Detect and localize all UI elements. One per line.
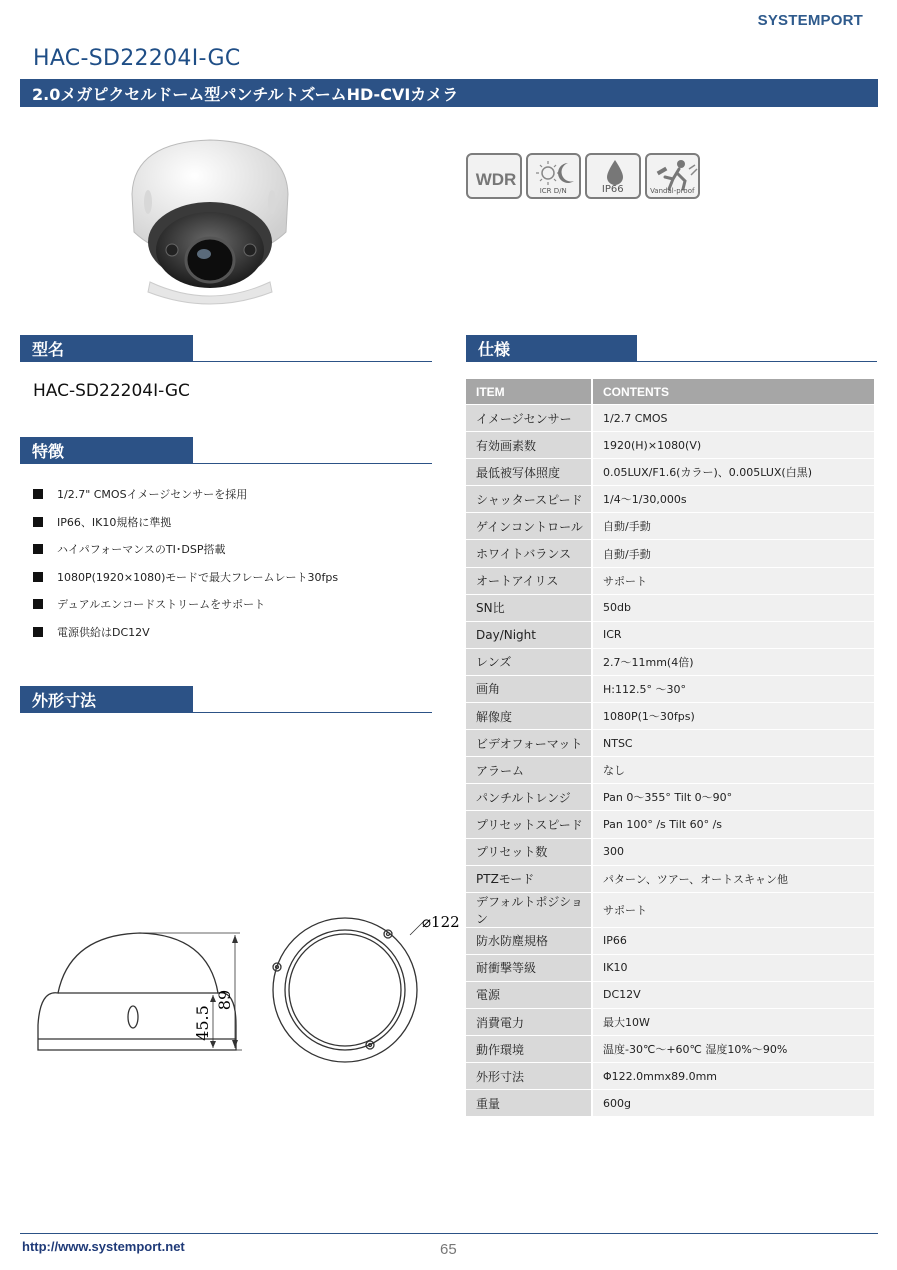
table-header-row (466, 379, 876, 405)
table-row (466, 486, 876, 513)
spec-item-value: IP66 (593, 928, 876, 955)
spec-item-value: DC12V (593, 982, 876, 1009)
spec-item-value: 0.05LUX/F1.6(カラー)、0.005LUX(白黒) (593, 459, 876, 486)
feature-list (33, 486, 443, 651)
table-row (466, 703, 876, 730)
spec-item-label: ビデオフォーマット (466, 730, 593, 757)
column-header-contents: CONTENTS (593, 379, 876, 405)
spec-item-value: 1/2.7 CMOS (593, 405, 876, 432)
spec-item-value: サポート (593, 568, 876, 595)
feature-icons-row (466, 153, 700, 201)
list-item: デュアルエンコードストリームをサポート (33, 596, 443, 624)
list-item: ハイパフォーマンスのTI･DSP搭載 (33, 541, 443, 569)
bullet-icon (33, 489, 43, 499)
section-divider (466, 361, 877, 362)
spec-item-value: 自動/手動 (593, 540, 876, 567)
spec-item-label: レンズ (466, 649, 593, 676)
vandal-proof-icon: Vandal-proof (645, 153, 701, 199)
svg-text:WDR: WDR (475, 170, 517, 189)
camera-product-image (110, 132, 310, 312)
bullet-icon (33, 517, 43, 527)
table-row (466, 1090, 876, 1117)
list-item: 電源供給はDC12V (33, 624, 443, 652)
spec-item-label: 重量 (466, 1090, 593, 1117)
spec-table (466, 379, 876, 1117)
table-row (466, 866, 876, 893)
spec-item-value: 300 (593, 839, 876, 866)
wdr-icon (466, 153, 522, 199)
spec-item-label: 有効画素数 (466, 432, 593, 459)
footer-divider (20, 1233, 878, 1234)
section-features-title: 特徴 (20, 437, 193, 464)
section-spec-title: 仕様 (466, 335, 637, 362)
spec-item-label: 画角 (466, 676, 593, 703)
spec-item-value: Pan 100° /s Tilt 60° /s (593, 811, 876, 838)
bullet-icon (33, 572, 43, 582)
list-item: 1/2.7" CMOSイメージセンサーを採用 (33, 486, 443, 514)
spec-item-value: IK10 (593, 955, 876, 982)
table-row (466, 513, 876, 540)
table-row (466, 893, 876, 928)
table-row (466, 622, 876, 649)
table-row (466, 757, 876, 784)
section-model-header (20, 335, 432, 362)
section-features-header (20, 437, 432, 464)
spec-item-value: サポート (593, 893, 876, 928)
spec-item-label: 最低被写体照度 (466, 459, 593, 486)
spec-item-label: 消費電力 (466, 1009, 593, 1036)
column-header-item: ITEM (466, 379, 593, 405)
spec-item-label: デフォルトポジション (466, 893, 593, 928)
dimension-label-base-height: 45.5 (193, 1005, 212, 1041)
spec-item-label: 動作環境 (466, 1036, 593, 1063)
bullet-icon (33, 627, 43, 637)
table-row (466, 982, 876, 1009)
list-item: 1080P(1920×1080)モードで最大フレームレート30fps (33, 569, 443, 597)
table-row (466, 459, 876, 486)
model-name: HAC-SD22204I-GC (33, 381, 190, 401)
dimension-label-diameter: ⌀122 (422, 913, 460, 931)
spec-table-body (466, 405, 876, 1117)
spec-item-value: Pan 0～355° Tilt 0～90° (593, 784, 876, 811)
table-row (466, 839, 876, 866)
spec-item-label: ホワイトバランス (466, 540, 593, 567)
icr-day-night-icon: ICR D/N (526, 153, 582, 199)
table-row (466, 928, 876, 955)
section-divider (20, 361, 432, 362)
spec-item-label: シャッタースピード (466, 486, 593, 513)
table-row (466, 568, 876, 595)
spec-item-value: NTSC (593, 730, 876, 757)
spec-item-value: ICR (593, 622, 876, 649)
dimension-label-total-height: 89 (215, 989, 234, 1011)
section-dimensions-title: 外形寸法 (20, 686, 193, 713)
spec-item-value: H:112.5° ～30° (593, 676, 876, 703)
table-row (466, 784, 876, 811)
bullet-icon (33, 599, 43, 609)
page-title: HAC-SD22204I-GC (33, 46, 241, 71)
table-row (466, 1063, 876, 1090)
footer-url: http://www.systemport.net (22, 1239, 185, 1254)
spec-item-value: 1080P(1～30fps) (593, 703, 876, 730)
spec-item-label: ゲインコントロール (466, 513, 593, 540)
spec-item-label: プリセット数 (466, 839, 593, 866)
spec-item-value: 最大10W (593, 1009, 876, 1036)
table-row (466, 540, 876, 567)
spec-item-label: Day/Night (466, 622, 593, 649)
page-number: 65 (440, 1241, 457, 1258)
spec-item-label: 電源 (466, 982, 593, 1009)
section-dimensions-header (20, 686, 432, 713)
table-row (466, 1009, 876, 1036)
section-divider (20, 712, 432, 713)
spec-item-label: PTZモード (466, 866, 593, 893)
table-row (466, 676, 876, 703)
spec-item-label: 耐衝撃等級 (466, 955, 593, 982)
spec-item-label: パンチルトレンジ (466, 784, 593, 811)
dimension-drawing (30, 905, 460, 1075)
spec-item-label: 外形寸法 (466, 1063, 593, 1090)
spec-item-label: 解像度 (466, 703, 593, 730)
table-row (466, 730, 876, 757)
list-item: IP66、IK10規格に準拠 (33, 514, 443, 542)
spec-item-label: 防水防塵規格 (466, 928, 593, 955)
spec-item-value: 2.7～11mm(4倍) (593, 649, 876, 676)
spec-item-value: 50db (593, 595, 876, 622)
spec-item-value: 1/4～1/30,000s (593, 486, 876, 513)
spec-item-value: パターン、ツアー、オートスキャン他 (593, 866, 876, 893)
bullet-icon (33, 544, 43, 554)
table-row (466, 595, 876, 622)
subtitle-bar: 2.0メガピクセルドーム型パンチルトズームHD-CVIカメラ (20, 79, 878, 107)
spec-item-label: イメージセンサー (466, 405, 593, 432)
table-row (466, 432, 876, 459)
spec-item-value: 自動/手動 (593, 513, 876, 540)
section-model-title: 型名 (20, 335, 193, 362)
spec-item-value: 1920(H)×1080(V) (593, 432, 876, 459)
table-row (466, 1036, 876, 1063)
table-row (466, 955, 876, 982)
spec-item-label: SN比 (466, 595, 593, 622)
table-row (466, 649, 876, 676)
spec-item-value: 温度-30℃～+60℃ 湿度10%～90% (593, 1036, 876, 1063)
brand-logo-text: SYSTEMPORT (757, 12, 863, 29)
table-row (466, 811, 876, 838)
spec-item-value: Φ122.0mmx89.0mm (593, 1063, 876, 1090)
table-row (466, 405, 876, 432)
spec-item-label: オートアイリス (466, 568, 593, 595)
spec-item-label: アラーム (466, 757, 593, 784)
section-spec-header (466, 335, 877, 362)
spec-item-value: なし (593, 757, 876, 784)
spec-item-label: プリセットスピード (466, 811, 593, 838)
section-divider (20, 463, 432, 464)
ip66-icon: IP66 (585, 153, 641, 199)
spec-item-value: 600g (593, 1090, 876, 1117)
